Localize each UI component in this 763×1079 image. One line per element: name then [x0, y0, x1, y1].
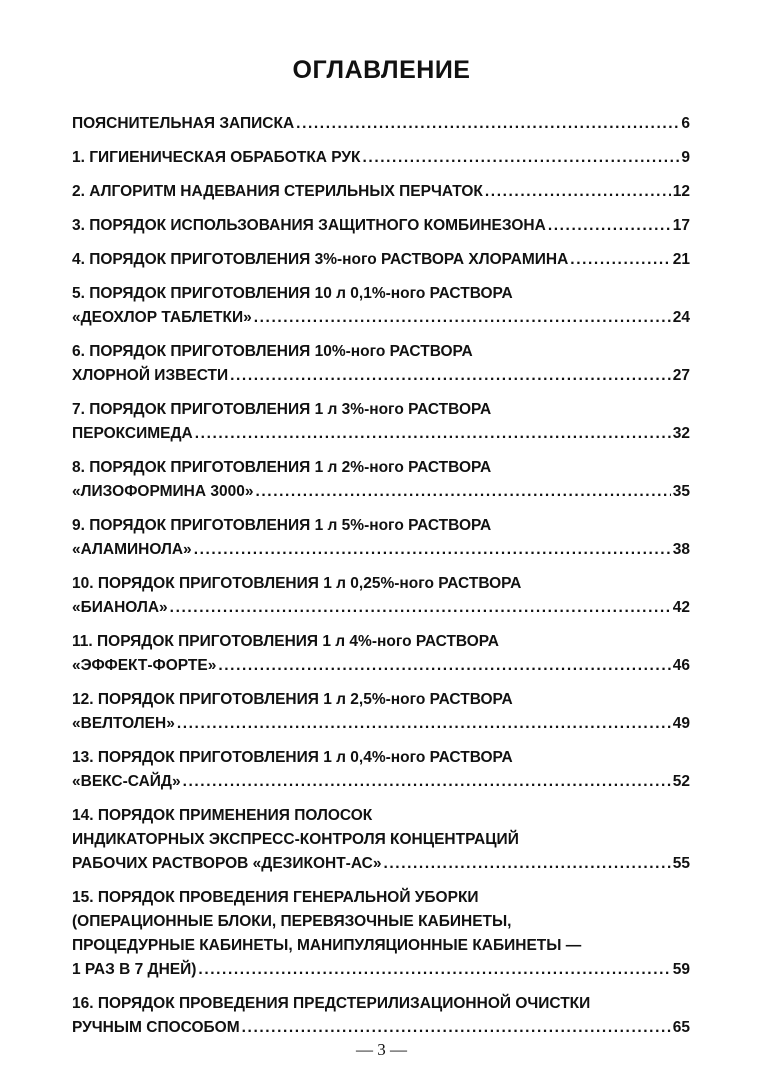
toc-entry-title-line: 4. ПОРЯДОК ПРИГОТОВЛЕНИЯ 3%-ного РАСТВОРА ХЛОРАМИНА: [72, 251, 569, 268]
toc-entry-title-line: «ЭФФЕКТ-ФОРТЕ»: [72, 657, 217, 674]
toc-entry[interactable]: [72, 456, 690, 504]
toc-entry[interactable]: [72, 746, 690, 794]
toc-entry-page-number: 59: [672, 961, 690, 978]
toc-entry[interactable]: [72, 180, 690, 204]
toc-entry[interactable]: [72, 572, 690, 620]
toc-entry-leader-row: [72, 364, 690, 388]
toc-entry-leader-row: [72, 852, 690, 876]
dot-leader: [255, 480, 670, 504]
toc-entry-leader-row: [72, 596, 690, 620]
dot-leader: [485, 180, 671, 204]
toc-entry-title-line: РАБОЧИХ РАСТВОРОВ «ДЕЗИКОНТ-АС»: [72, 855, 382, 872]
toc-entry[interactable]: [72, 282, 690, 330]
toc-entry-title-line: «ЛИЗОФОРМИНА 3000»: [72, 483, 254, 500]
dot-leader: [198, 958, 670, 982]
dot-leader: [218, 654, 670, 678]
toc-entry-leader-row: [72, 480, 690, 504]
toc-entry-title-line: ПЕРОКСИМЕДА: [72, 425, 193, 442]
toc-entry[interactable]: [72, 514, 690, 562]
toc-entry-title-line: «БИАНОЛА»: [72, 599, 168, 616]
dot-leader: [195, 422, 671, 446]
toc-entry-leader-row: [72, 712, 690, 736]
toc-entry-title-line: 6. ПОРЯДОК ПРИГОТОВЛЕНИЯ 10%-ного РАСТВОРА: [72, 343, 473, 360]
dot-leader: [383, 852, 670, 876]
toc-entry-leader-row: [72, 214, 690, 238]
toc-entry-page-number: 6: [681, 115, 690, 132]
toc-entry-title-line: 14. ПОРЯДОК ПРИМЕНЕНИЯ ПОЛОСОК: [72, 807, 373, 824]
toc-entry-page-number: 46: [672, 657, 690, 674]
toc-entry-title-line: «ВЕЛТОЛЕН»: [72, 715, 175, 732]
toc-entry-title-line: «ДЕОХЛОР ТАБЛЕТКИ»: [72, 309, 252, 326]
dot-leader: [570, 248, 670, 272]
toc-entry[interactable]: [72, 886, 690, 982]
toc-entry-title-line: 1. ГИГИЕНИЧЕСКАЯ ОБРАБОТКА РУК: [72, 149, 361, 166]
toc-entry-title-line: 5. ПОРЯДОК ПРИГОТОВЛЕНИЯ 10 л 0,1%-ного РАСТВОРА: [72, 285, 513, 302]
toc-entry-page-number: 32: [672, 425, 690, 442]
toc-entry-page-number: 12: [672, 183, 690, 200]
toc-entry[interactable]: [72, 214, 690, 238]
toc-entry[interactable]: [72, 688, 690, 736]
page-number: — 3 —: [356, 1040, 407, 1059]
toc-entry[interactable]: [72, 112, 690, 136]
toc-entry-page-number: 9: [681, 149, 690, 166]
table-of-contents: [72, 112, 690, 1050]
toc-entry-leader-row: [72, 770, 690, 794]
toc-entry-title-line: ХЛОРНОЙ ИЗВЕСТИ: [72, 367, 229, 384]
dot-leader: [363, 146, 680, 170]
toc-entry-title-line: 3. ПОРЯДОК ИСПОЛЬЗОВАНИЯ ЗАЩИТНОГО КОМБИНЕЗОНА: [72, 217, 546, 234]
dot-leader: [230, 364, 671, 388]
toc-entry-title-line: 8. ПОРЯДОК ПРИГОТОВЛЕНИЯ 1 л 2%-ного РАСТВОРА: [72, 459, 492, 476]
toc-entry[interactable]: [72, 248, 690, 272]
toc-entry-page-number: 27: [672, 367, 690, 384]
toc-entry-page-number: 17: [672, 217, 690, 234]
toc-entry-leader-row: [72, 248, 690, 272]
toc-entry[interactable]: [72, 398, 690, 446]
toc-entry-page-number: 65: [672, 1019, 690, 1036]
toc-entry-title-line: 2. АЛГОРИТМ НАДЕВАНИЯ СТЕРИЛЬНЫХ ПЕРЧАТОК: [72, 183, 483, 200]
toc-entry-title-line: ПОЯСНИТЕЛЬНАЯ ЗАПИСКА: [72, 115, 295, 132]
toc-entry-title-line: «АЛАМИНОЛА»: [72, 541, 192, 558]
toc-entry-title-line: 7. ПОРЯДОК ПРИГОТОВЛЕНИЯ 1 л 3%-ного РАСТВОРА: [72, 401, 492, 418]
toc-entry-leader-row: [72, 654, 690, 678]
toc-entry[interactable]: [72, 992, 690, 1040]
toc-entry-title-line: «ВЕКС-САЙД»: [72, 773, 181, 790]
toc-entry[interactable]: [72, 630, 690, 678]
toc-entry-title-line: 9. ПОРЯДОК ПРИГОТОВЛЕНИЯ 1 л 5%-ного РАСТВОРА: [72, 517, 492, 534]
toc-entry-title-line: 12. ПОРЯДОК ПРИГОТОВЛЕНИЯ 1 л 2,5%-ного РАСТВОРА: [72, 691, 513, 708]
toc-entry-title-line: 1 РАЗ В 7 ДНЕЙ): [72, 961, 197, 978]
toc-entry-title-line: РУЧНЫМ СПОСОБОМ: [72, 1019, 240, 1036]
toc-entry-leader-row: [72, 306, 690, 330]
toc-entry-leader-row: [72, 112, 690, 136]
dot-leader: [548, 214, 671, 238]
toc-entry-page-number: 38: [672, 541, 690, 558]
toc-entry-title-line: 11. ПОРЯДОК ПРИГОТОВЛЕНИЯ 1 л 4%-ного РАСТВОРА: [72, 633, 499, 650]
toc-entry[interactable]: [72, 804, 690, 876]
toc-entry-page-number: 49: [672, 715, 690, 732]
toc-entry-page-number: 24: [672, 309, 690, 326]
dot-leader: [242, 1016, 671, 1040]
dot-leader: [296, 112, 679, 136]
toc-entry-title-line: ПРОЦЕДУРНЫЕ КАБИНЕТЫ, МАНИПУЛЯЦИОННЫЕ КАБИНЕТЫ —: [72, 937, 582, 954]
toc-entry-leader-row: [72, 958, 690, 982]
toc-entry-leader-row: [72, 422, 690, 446]
dot-leader: [183, 770, 671, 794]
toc-entry-page-number: 21: [672, 251, 690, 268]
dot-leader: [194, 538, 671, 562]
toc-entry-leader-row: [72, 180, 690, 204]
toc-entry-title-line: 10. ПОРЯДОК ПРИГОТОВЛЕНИЯ 1 л 0,25%-ного РАСТВОРА: [72, 575, 522, 592]
toc-entry-leader-row: [72, 1016, 690, 1040]
toc-entry-page-number: 42: [672, 599, 690, 616]
toc-entry-leader-row: [72, 538, 690, 562]
toc-entry[interactable]: [72, 340, 690, 388]
toc-entry-title-line: (ОПЕРАЦИОННЫЕ БЛОКИ, ПЕРЕВЯЗОЧНЫЕ КАБИНЕТЫ,: [72, 913, 512, 930]
toc-entry-title-line: 16. ПОРЯДОК ПРОВЕДЕНИЯ ПРЕДСТЕРИЛИЗАЦИОННОЙ ОЧИСТКИ: [72, 995, 591, 1012]
toc-entry[interactable]: [72, 146, 690, 170]
toc-entry-title-line: ИНДИКАТОРНЫХ ЭКСПРЕСС-КОНТРОЛЯ КОНЦЕНТРАЦИЙ: [72, 831, 519, 848]
dot-leader: [254, 306, 671, 330]
dot-leader: [170, 596, 671, 620]
page-title: ОГЛАВЛЕНИЕ: [292, 56, 471, 84]
toc-entry-page-number: 52: [672, 773, 690, 790]
toc-entry-title-line: 13. ПОРЯДОК ПРИГОТОВЛЕНИЯ 1 л 0,4%-ного РАСТВОРА: [72, 749, 513, 766]
toc-entry-title-line: 15. ПОРЯДОК ПРОВЕДЕНИЯ ГЕНЕРАЛЬНОЙ УБОРКИ: [72, 889, 479, 906]
dot-leader: [177, 712, 671, 736]
toc-entry-page-number: 55: [672, 855, 690, 872]
toc-entry-leader-row: [72, 146, 690, 170]
toc-entry-page-number: 35: [672, 483, 690, 500]
